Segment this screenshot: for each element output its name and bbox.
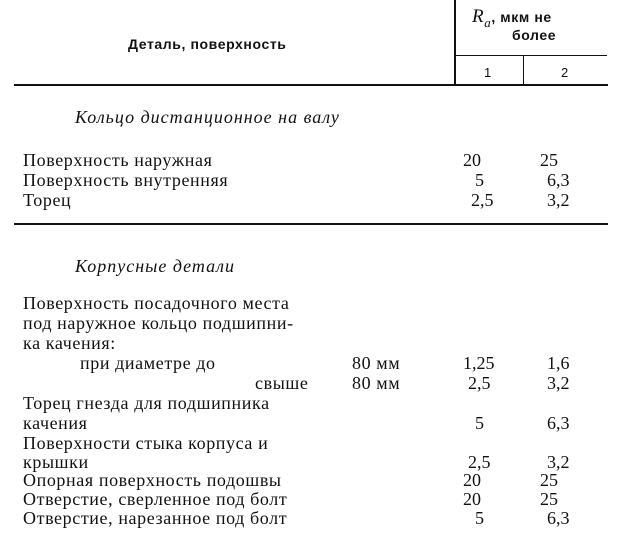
section-divider bbox=[14, 223, 608, 225]
row-value-2: 3,2 bbox=[547, 452, 570, 472]
row-label: свыше bbox=[255, 373, 309, 393]
section-title: Корпусные детали bbox=[75, 256, 235, 276]
header-column-title: Деталь, поверхность bbox=[128, 36, 287, 52]
row-label: Отверстие, сверленное под болт bbox=[23, 489, 288, 509]
row-label: Поверхность наружная bbox=[23, 150, 213, 170]
row-size: 80 мм bbox=[352, 353, 401, 373]
header-bottom-rule bbox=[14, 84, 608, 86]
row-label: Отверстие, нарезанное под болт bbox=[23, 508, 288, 528]
row-value-1: 5 bbox=[475, 413, 484, 433]
row-value-1: 20 bbox=[463, 470, 481, 490]
row-value-2: 6,3 bbox=[547, 413, 570, 433]
header-vertical-divider bbox=[454, 0, 456, 84]
header-ra-label: $R_a$, мкм не bbox=[472, 6, 552, 30]
header-column-divider bbox=[523, 56, 524, 84]
row-value-2: 25 bbox=[540, 470, 558, 490]
row-value-1: 20 bbox=[463, 150, 481, 170]
header-col2: 2 bbox=[561, 65, 569, 80]
header-ra-unit-line2: более bbox=[512, 27, 557, 43]
row-label: Опорная поверхность подошвы bbox=[23, 470, 282, 490]
row-value-2: 1,6 bbox=[547, 353, 570, 373]
row-label: Поверхность внутренняя bbox=[23, 170, 229, 190]
section-title: Кольцо дистанционное на валу bbox=[75, 107, 340, 127]
row-label: Торец bbox=[23, 190, 72, 210]
row-label: Торец гнезда для подшипника bbox=[23, 393, 270, 413]
row-label: при диаметре до bbox=[80, 353, 216, 373]
row-value-2: 25 bbox=[540, 150, 558, 170]
row-label: ка качения: bbox=[23, 333, 116, 353]
row-value-1: 1,25 bbox=[463, 353, 495, 373]
row-value-2: 25 bbox=[540, 489, 558, 509]
header-col1: 1 bbox=[484, 65, 492, 80]
row-value-1: 5 bbox=[475, 508, 484, 528]
row-value-1: 2,5 bbox=[468, 373, 491, 393]
row-label: под наружное кольцо подшипни- bbox=[23, 313, 294, 333]
row-value-2: 3,2 bbox=[547, 190, 570, 210]
row-label: Поверхность посадочного места bbox=[23, 293, 290, 313]
row-label: качения bbox=[23, 413, 88, 433]
row-value-1: 2,5 bbox=[468, 452, 491, 472]
row-label: Поверхности стыка корпуса и bbox=[23, 433, 269, 453]
row-value-2: 6,3 bbox=[547, 508, 570, 528]
row-value-2: 6,3 bbox=[547, 170, 570, 190]
row-value-2: 3,2 bbox=[547, 373, 570, 393]
row-label: крышки bbox=[23, 452, 89, 472]
row-value-1: 2,5 bbox=[471, 190, 494, 210]
row-value-1: 20 bbox=[463, 489, 481, 509]
row-value-1: 5 bbox=[475, 170, 484, 190]
header-subdivider bbox=[455, 55, 607, 56]
ra-symbol: $R_a$ bbox=[472, 6, 492, 30]
row-size: 80 мм bbox=[352, 373, 401, 393]
